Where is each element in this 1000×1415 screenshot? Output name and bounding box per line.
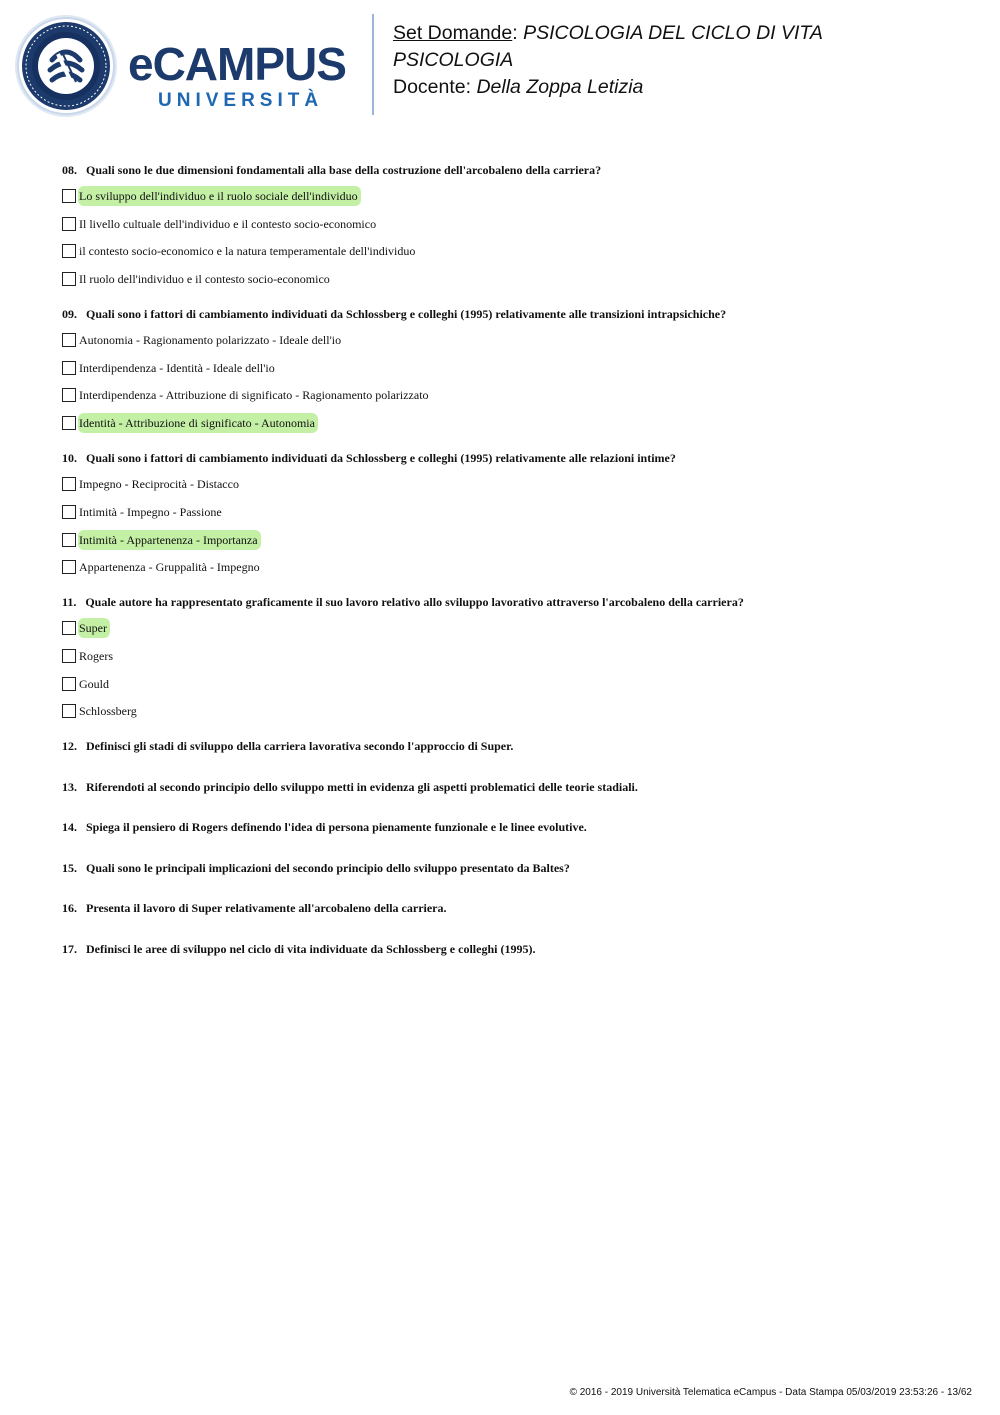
course-title: PSICOLOGIA DEL CICLO DI VITA [523,22,823,44]
answer-option[interactable] [62,645,942,667]
question-title [62,592,942,612]
course-subject: PSICOLOGIA [393,49,514,71]
answer-checkbox[interactable] [62,560,76,574]
answer-text: Il ruolo dell'individuo e il contesto socio-economico [79,272,330,287]
question-text: Quali sono le principali implicazioni del secondo principio dello sviluppo presentato da Baltes? [86,860,570,875]
answer-checkbox[interactable] [62,416,76,430]
question-text: Riferendoti al secondo principio dello sviluppo metti in evidenza gli aspetti problematici delle teorie stadiali. [86,779,638,794]
question-11 [62,592,942,722]
answer-option[interactable] [62,501,942,523]
open-question-15 [62,858,942,878]
open-question-16 [62,898,942,918]
question-number: 08. [62,163,77,177]
answer-option[interactable] [62,617,942,639]
question-number: 16. [62,901,77,916]
answer-option[interactable] [62,700,942,722]
set-separator: : [512,22,524,44]
answer-text: Interdipendenza - Attribuzione di significato - Ragionamento polarizzato [79,388,429,403]
question-text: Spiega il pensiero di Rogers definendo l'idea di persona pienamente funzionale e le linee evolutive. [86,820,587,835]
answer-text-correct: Identità - Attribuzione di significato - Autonomia [78,413,318,433]
answer-option[interactable] [62,556,942,578]
answer-checkbox[interactable] [62,533,76,547]
question-text: Quali sono i fattori di cambiamento individuati da Schlossberg e colleghi (1995) relativamente alle relazioni intime? [86,451,676,466]
answer-checkbox[interactable] [62,244,76,258]
course-line-1 [393,20,983,47]
answer-option[interactable] [62,473,942,495]
question-text: Quali sono i fattori di cambiamento individuati da Schlossberg e colleghi (1995) relativamente alle transizioni intrapsichiche? [86,307,727,322]
answer-checkbox[interactable] [62,388,76,402]
course-info [393,20,983,101]
answer-checkbox[interactable] [62,704,76,718]
logo-sub-text: UNIVERSITÀ [158,90,324,110]
answer-text: Rogers [79,648,113,663]
answer-text: Interdipendenza - Identità - Ideale dell'io [79,360,275,375]
answer-checkbox[interactable] [62,649,76,663]
answer-text: il contesto socio-economico e la natura temperamentale dell'individuo [79,244,416,259]
header-divider [372,14,374,115]
answer-text-correct: Lo sviluppo dell'individuo e il ruolo sociale dell'individuo [78,186,361,206]
ecampus-wordmark-logo [128,40,360,110]
question-text: Quali sono le due dimensioni fondamentali alla base della costruzione dell'arcobaleno della carriera? [86,163,602,177]
answer-checkbox[interactable] [62,361,76,375]
question-title [62,304,942,324]
answer-text-correct: Super [78,618,110,638]
question-number: 15. [62,860,77,875]
answer-checkbox[interactable] [62,621,76,635]
page-footer: © 2016 - 2019 Università Telematica eCampus - Data Stampa 05/03/2019 23:53:26 - 13/62 [569,1387,972,1398]
answer-text: Appartenenza - Gruppalità - Impegno [79,560,260,575]
question-10 [62,448,942,578]
teacher-name: Della Zoppa Letizia [476,76,644,98]
question-number: 12. [62,739,77,754]
answer-checkbox[interactable] [62,189,76,203]
question-text: Definisci gli stadi di sviluppo della carriera lavorativa secondo l'approccio di Super. [86,739,514,754]
open-question-12 [62,736,942,756]
answer-text: Autonomia - Ragionamento polarizzato - Ideale dell'io [79,333,342,348]
teacher-line [393,74,983,101]
answer-option[interactable] [62,412,942,434]
question-08 [62,160,942,290]
question-text: Presenta il lavoro di Super relativamente all'arcobaleno della carriera. [86,901,447,916]
open-question-13 [62,777,942,797]
answer-option[interactable] [62,213,942,235]
answer-option[interactable] [62,384,942,406]
teacher-label: Docente: [393,76,477,98]
question-number: 17. [62,941,77,956]
answer-option[interactable] [62,673,942,695]
question-number: 14. [62,820,77,835]
answer-checkbox[interactable] [62,272,76,286]
question-number: 11. [62,595,77,610]
question-list [62,160,942,979]
answer-option[interactable] [62,185,942,207]
answer-checkbox[interactable] [62,505,76,519]
answer-checkbox[interactable] [62,477,76,491]
question-text: Definisci le aree di sviluppo nel ciclo di vita individuate da Schlossberg e colleghi (1995). [86,941,536,956]
page-header [0,0,1000,125]
question-number: 10. [62,451,77,466]
answer-text-correct: Intimità - Appartenenza - Importanza [78,530,261,550]
logo-brand-text: eCAMPUS [128,40,346,90]
answer-checkbox[interactable] [62,217,76,231]
answer-option[interactable] [62,240,942,262]
answer-option[interactable] [62,529,942,551]
answer-option[interactable] [62,357,942,379]
answer-text: Il livello cultuale dell'individuo e il contesto socio-economico [79,216,377,231]
open-question-17 [62,939,942,959]
question-09 [62,304,942,434]
answer-text: Intimità - Impegno - Passione [79,504,222,519]
answer-checkbox[interactable] [62,333,76,347]
question-number: 09. [62,307,77,322]
question-title [62,160,942,180]
question-number: 13. [62,779,77,794]
answer-option[interactable] [62,329,942,351]
question-title [62,448,942,468]
open-question-14 [62,817,942,837]
answer-text: Gould [79,676,109,691]
answer-checkbox[interactable] [62,677,76,691]
question-text: Quale autore ha rappresentato graficamente il suo lavoro relativo allo sviluppo lavorativo attraverso l'arcobaleno della carriera? [85,595,744,610]
answer-option[interactable] [62,268,942,290]
answer-text: Schlossberg [79,704,137,719]
set-label: Set Domande [393,22,513,44]
ecampus-seal-logo [14,14,118,118]
answer-text: Impegno - Reciprocità - Distacco [79,477,239,492]
